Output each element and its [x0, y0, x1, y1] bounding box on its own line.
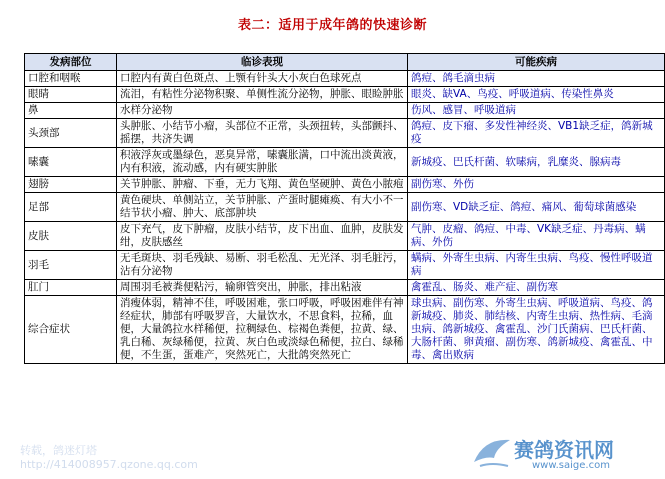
cell-site: 头颈部	[25, 119, 117, 148]
table-row	[25, 119, 665, 148]
cell-site: 翅膀	[25, 177, 117, 193]
cell-site: 鼻	[25, 103, 117, 119]
watermark-left	[20, 444, 198, 472]
cell-diseases: 眼炎、缺VA、鸟疫、呼吸道病、传染性鼻炎	[408, 87, 665, 103]
table-row	[25, 251, 665, 280]
cell-diseases: 气肿、皮瘤、鸽痘、中毒、VK缺乏症、丹毒病、螨病、外伤	[408, 222, 665, 251]
cell-signs: 流泪，有粘性分泌物积聚、单侧性流分泌物，肿胀、眼睑肿胀	[117, 87, 408, 103]
watermark-right	[470, 432, 650, 474]
cell-diseases: 螨病、外寄生虫病、内寄生虫病、鸟疫、慢性呼吸道病	[408, 251, 665, 280]
diagnosis-table	[24, 53, 665, 364]
table-row	[25, 177, 665, 193]
cell-site: 口腔和咽喉	[25, 71, 117, 87]
table-row	[25, 193, 665, 222]
cell-signs: 口腔内有黄白色斑点、上颚有针头大小灰白色球死点	[117, 71, 408, 87]
watermark-left-line1: 转载，鸽迷灯塔	[20, 444, 97, 457]
cell-site: 综合症状	[25, 296, 117, 364]
page-title: 表二：适用于成年鸽的快速诊断	[237, 18, 427, 33]
watermark-right-text: 赛鸽资讯网	[514, 438, 614, 462]
cell-signs: 周围羽毛被粪便粘污，输卵管突出，肿胀，排出粘液	[117, 280, 408, 296]
cell-signs: 黄色硬块、单侧站立，关节肿胀、产蛋时腿瘫痪、有大小不一结节状小瘤、肿大、底部肿块	[117, 193, 408, 222]
cell-diseases: 鸽痘、皮下瘤、多发性神经炎、VB1缺乏症，鸽新城疫	[408, 119, 665, 148]
cell-diseases: 伤风、感冒、呼吸道病	[408, 103, 665, 119]
cell-site: 嗉囊	[25, 148, 117, 177]
table-row	[25, 296, 665, 364]
table-header-row	[25, 54, 665, 71]
watermark-left-line2: http://414008957.qzone.qq.com	[20, 458, 198, 471]
table-row	[25, 71, 665, 87]
cell-signs: 头肿胀、小结节小瘤，头部位不正常，头颈扭转，头部颤抖、摇摆，共济失调	[117, 119, 408, 148]
cell-diseases: 副伤寒、外伤	[408, 177, 665, 193]
header-signs: 临诊表现	[117, 54, 408, 71]
table-row	[25, 103, 665, 119]
cell-site: 眼睛	[25, 87, 117, 103]
cell-site: 肛门	[25, 280, 117, 296]
table-row	[25, 148, 665, 177]
cell-site: 足部	[25, 193, 117, 222]
table-row	[25, 280, 665, 296]
cell-site: 皮肤	[25, 222, 117, 251]
cell-signs: 消瘦体弱，精神不佳，呼吸困难，张口呼吸，呼吸困难伴有神经症状，肺部有呼吸罗音，大量饮水，不思食料，拉稀，血便，大量鸽拉水样稀便，拉稠绿色、棕褐色粪便，拉黄、绿、乳白稀、灰绿稀便，拉黄、灰白色或淡绿色稀便，拉白、绿稀便，不生蛋，蛋难产，突然死亡，大批鸽突然死亡	[117, 296, 408, 364]
cell-diseases: 球虫病、副伤寒、外寄生虫病、呼吸道病、鸟疫、鸽新城疫、肺炎、肺结核、内寄生虫病、热性病、毛滴虫病、鸽新城疫、禽霍乱、沙门氏菌病、巴氏杆菌、大肠杆菌、卵黄瘤、副伤寒、鸽新城疫、禽霍乱、中毒、禽出败病	[408, 296, 665, 364]
cell-diseases: 新城疫、巴氏杆菌、软嗉病，乳糜炎、腺病毒	[408, 148, 665, 177]
cell-diseases: 禽霍乱、肠炎、难产症、副伤寒	[408, 280, 665, 296]
header-site: 发病部位	[25, 54, 117, 71]
cell-signs: 皮下充气，皮下肿瘤，皮肤小结节，皮下出血、血肿，皮肤发绀，皮肤感丝	[117, 222, 408, 251]
pigeon-logo-icon	[470, 432, 514, 474]
cell-diseases: 副伤寒、VD缺乏症、鸽痘、痛风、葡萄球菌感染	[408, 193, 665, 222]
cell-signs: 关节肿胀、肿瘤、下垂，无力飞翔、黄色坚硬肿、黄色小脓疱	[117, 177, 408, 193]
header-diseases: 可能疾病	[408, 54, 665, 71]
table-row	[25, 87, 665, 103]
cell-signs: 无毛斑块、羽毛残缺、易断、羽毛松乱、无光泽、羽毛脏污，沾有分泌物	[117, 251, 408, 280]
cell-site: 羽毛	[25, 251, 117, 280]
table-row	[25, 222, 665, 251]
watermark-right-url: www.saige.com	[532, 460, 610, 471]
cell-signs: 水样分泌物	[117, 103, 408, 119]
cell-signs: 积液浮灰或墨绿色，恶臭异常，嗉囊胀满，口中流出淡黄液，内有积液，流动感，内有硬实肿胀	[117, 148, 408, 177]
cell-diseases: 鸽痘、鸽毛滴虫病	[408, 71, 665, 87]
